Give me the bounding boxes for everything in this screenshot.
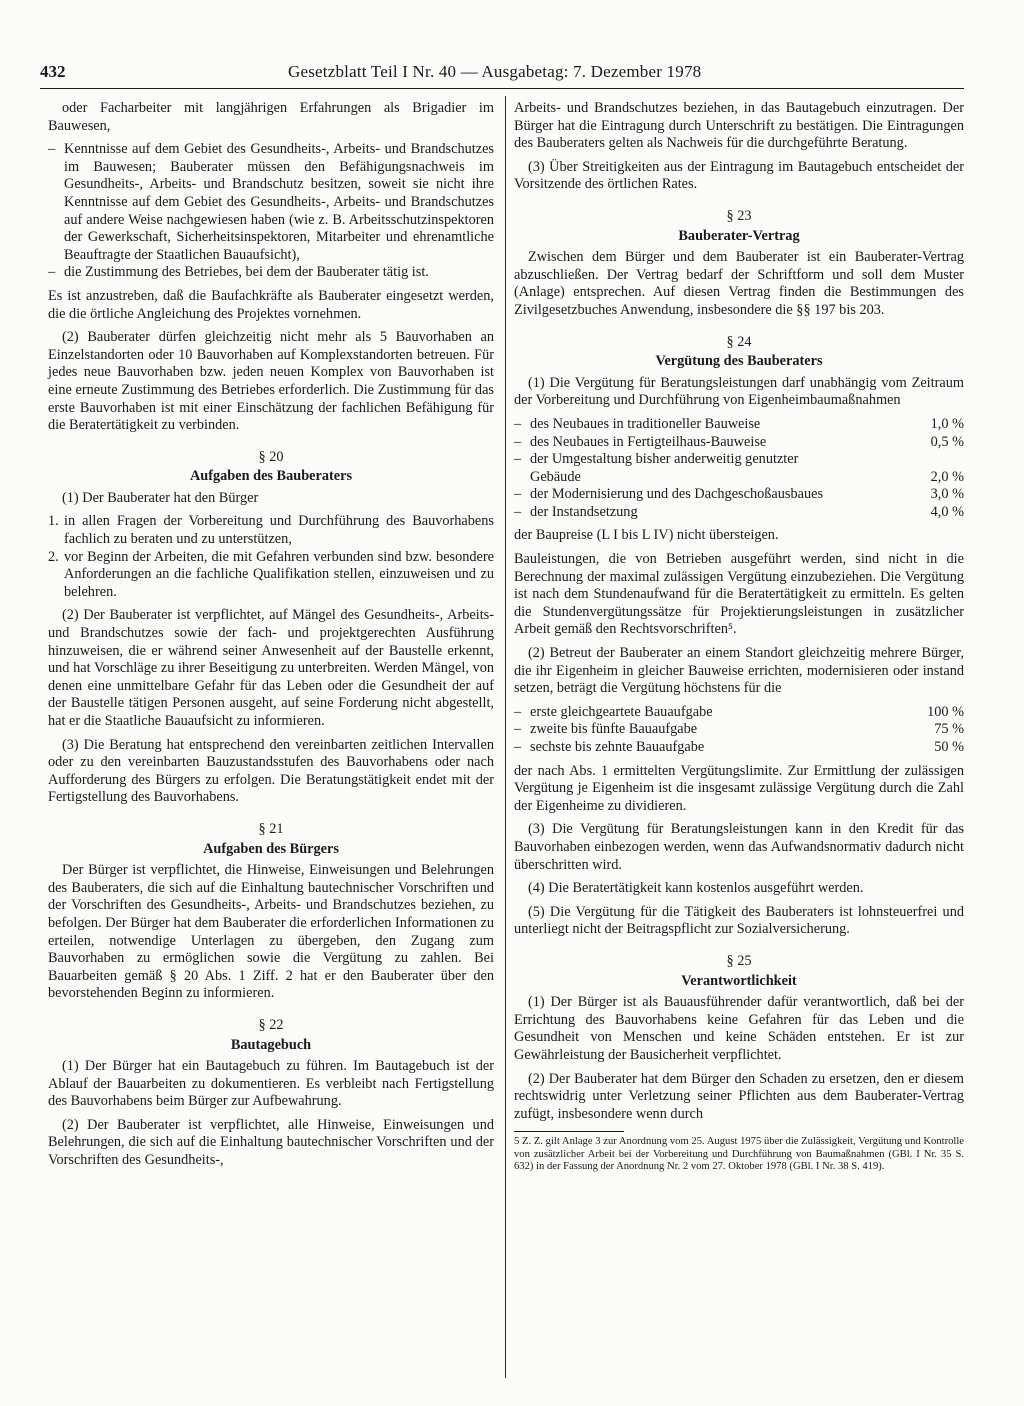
paragraph: (2) Der Bauberater ist verpflichtet, alle Hinweise, Einweisungen und Belehrungen, die sich auf die Einhaltung bautechnischer Vorschriften und der Vorschriften des Gesundheits-, [48, 1116, 494, 1169]
paragraph: (4) Die Beratertätigkeit kann kostenlos ausgeführt werden. [528, 880, 864, 897]
numbered-list [48, 513, 494, 601]
section-title: Aufgaben des Bauberaters [189, 468, 353, 485]
paragraph: Bauleistungen, die von Betrieben ausgeführt werden, sind nicht in die Berechnung der maximal zulässigen Vergütung einzubeziehen. Die Vergütung ist nach dem Stundenaufwand für die Beratertätigkeit zu ermitteln. Es gelten die Stundenvergütungssätze für Projektierungsleistungen in zusätzlicher Arbeit gemäß den Rechtsvorschriften⁵. [514, 551, 964, 638]
section-title: Vergütung des Bauberaters [655, 353, 823, 370]
paragraph: (3) Die Beratung hat entsprechend den vereinbarten zeitlichen Intervallen oder zu den vereinbarten Bauzustandsstufen des Bauvorhabens oder nach Aufforderung des Bürgers zu erfolgen. Die Beratungstätigkeit endet mit der Fertigstellung des Bauvorhabens. [48, 736, 494, 806]
rate-row: – der Umgestaltung bisher anderweitig genutzter Gebäude 2,0 % [514, 451, 964, 485]
list-item: 1. in allen Fragen der Vorbereitung und Durchführung des Bauvorhabens fachlich zu beraten und zu unterstützen, [48, 513, 494, 548]
list-item: – die Zustimmung des Betriebes, bei dem der Bauberater tätig ist. [48, 264, 429, 281]
section-title: Aufgaben des Bürgers [203, 840, 339, 857]
paragraph: Es ist anzustreben, daß die Baufachkräfte als Bauberater eingesetzt werden, die die örtliche Angleichung des Projektes vornehmen. [48, 287, 494, 322]
section-number: § 21 [258, 820, 284, 837]
paragraph: (1) Die Vergütung für Beratungsleistungen darf unabhängig vom Zeitraum der Vorbereitung und Durchführung von Eigenheimbaumaßnahmen [514, 374, 964, 409]
section-number: § 22 [258, 1016, 284, 1033]
section-number: § 20 [258, 448, 284, 465]
paragraph: (2) Bauberater dürfen gleichzeitig nicht mehr als 5 Bauvorhaben an Einzelstandorten oder 10 Bauvorhaben auf Komplexstandorten betreuen. Für jedes neue Bauvorhaben bzw. jeden neuen Komplex von Bauvorhaben ist eine erneute Zustimmung des Betriebes erforderlich. Die Zustimmung für das erste Bauvorhaben ist mit einer Einschätzung der fachlichen Befähigung für die Beratertätigkeit zu verbinden. [48, 329, 494, 434]
dash-marker: – [48, 141, 56, 158]
paragraph: (5) Die Vergütung für die Tätigkeit des Bauberaters ist lohnsteuerfrei und unterliegt nicht der Beitragspflicht zur Sozialversicherung. [514, 903, 964, 938]
paragraph: (2) Der Bauberater hat dem Bürger den Schaden zu ersetzen, den er diesem rechtswidrig unter Verletzung seiner Pflichten aus dem Bauberater-Vertrag zufügt, insbesondere wenn durch [514, 1070, 964, 1122]
paragraph: (2) Der Bauberater ist verpflichtet, auf Mängel des Gesundheits-, Arbeits- und Brandschutzes sowie der fach- und projektgerechten Ausführung hinzuweisen, die er während seiner Anwesenheit auf der Baustelle erkennt, und hat Vorschläge zu ihrer Beseitigung zu unterbreiten. Werden Mängel, von denen eine unmittelbare Gefahr für das Leben oder die Gesundheit der auf der Baustelle tätigen Personen ausgeht, auf seine Forderung nicht abgestellt, hat er die Staatliche Bauaufsicht zu informieren. [48, 607, 494, 729]
paragraph: Zwischen dem Bürger und dem Bauberater ist ein Bauberater-Vertrag abzuschließen. Der Vertrag bedarf der Schriftform und soll dem Muster (Anlage) entsprechen. Auf diesen Vertrag finden die Bestimmungen des Zivilgesetzbuches Anwendung, insbesondere die §§ 197 bis 203. [514, 249, 964, 318]
dash-marker: – [48, 264, 56, 281]
section-title: Verantwortlichkeit [681, 972, 797, 989]
section-title: Bautagebuch [230, 1036, 312, 1053]
paragraph: Der Bürger ist verpflichtet, die Hinweise, Einweisungen und Belehrungen des Bauberaters, die sich auf die Einhaltung bautechnischer Vorschriften und der Vorschriften des Gesundheits-, Arbeits- und Brandschutzes beziehen, zu befolgen. Der Bürger hat dem Bauberater die erforderlichen Informationen zu erteilen, notwendige Unterlagen zu übergeben, den Zugang zum Bauvorhaben zu ermöglichen sowie die Vergütung zu zahlen. Bei Bauarbeiten gemäß § 20 Abs. 1 Ziff. 2 hat er den Bauberater über den bevorstehenden Beginn zu informieren. [48, 862, 494, 1002]
paragraph: (1) Der Bürger hat ein Bautagebuch zu führen. Im Bautagebuch ist der Ablauf der Bauarbeiten zu dokumentieren. Es verbleibt nach Fertigstellung des Bauvorhabens beim Bürger zur Aufbewahrung. [48, 1058, 494, 1110]
paragraph: (1) Der Bauberater hat den Bürger [62, 489, 259, 506]
footnote-rule [514, 1131, 624, 1132]
paragraph: (1) Der Bürger ist als Bauausführender dafür verantwortlich, daß bei der Errichtung des Bauvorhabens keine Gefahren für das Leben und die Gesundheit von Menschen und keine Schäden entstehen. Er ist zur Gewährleistung der Bausicherheit verpflichtet. [514, 994, 964, 1063]
paragraph: der Baupreise (L I bis L IV) nicht übersteigen. [514, 527, 779, 544]
footnote: 5 Z. Z. gilt Anlage 3 zur Anordnung vom 25. August 1975 über die Zulässigkeit, Vergütung und Kontrolle von zusätzlicher Arbeit bei der Vorbereitung und Durchführung von Baumaßnahmen (GBl. I Nr. 35 S. 632) in der Fassung der Anordnung Nr. 2 vom 27. Oktober 1978 (GBl. I Nr. 38 S. 419). [514, 1136, 964, 1173]
requirements-list [48, 141, 494, 282]
section-number: § 23 [726, 207, 752, 224]
task-rate-table [514, 704, 964, 757]
section-number: § 25 [726, 952, 752, 969]
page-number: 432 [40, 62, 66, 81]
rate-row: – des Neubaues in traditioneller Bauweise 1,0 % [514, 415, 964, 432]
running-head: Gesetzblatt Teil I Nr. 40 — Ausgabetag: 7. Dezember 1978 [288, 62, 702, 81]
rate-row: – erste gleichgeartete Bauaufgabe 100 % [514, 703, 964, 720]
continued-text: Arbeits- und Brandschutzes beziehen, in das Bautagebuch einzutragen. Der Bürger hat die Eintragung durch Unterschrift zu bestätigen. Die Eintragungen des Bauberaters gelten als Nachweis für die durchgeführte Beratung. [514, 100, 964, 152]
continued-text: oder Facharbeiter mit langjährigen Erfahrungen als Brigadier im Bauwesen, [48, 100, 494, 134]
paragraph: (3) Über Streitigkeiten aus der Eintragung im Bautagebuch entscheidet der Vorsitzende des örtlichen Rates. [514, 158, 964, 193]
paragraph: (2) Betreut der Bauberater an einem Standort gleichzeitig mehrere Bürger, die ihr Eigenheim in gleicher Bauweise errichten, modernisieren oder instand setzen, beträgt die Vergütung höchstens für die [514, 645, 964, 697]
rate-row: – der Modernisierung und des Dachgeschoßausbaues 3,0 % [514, 486, 964, 503]
section-number: § 24 [726, 333, 752, 350]
list-item: 2. vor Beginn der Arbeiten, die mit Gefahren verbunden sind bzw. besondere Anforderungen an die fachliche Qualifikation stellen, einzuweisen und zu belehren. [48, 548, 494, 600]
rate-row: – der Instandsetzung 4,0 % [514, 503, 964, 520]
paragraph: der nach Abs. 1 ermittelten Vergütungslimite. Zur Ermittlung der zulässigen Vergütung je Eigenheim ist die insgesamt zulässige Vergütung durch die Zahl der Eigenheime zu dividieren. [514, 762, 964, 814]
page-header [40, 62, 964, 89]
list-item: – Kenntnisse auf dem Gebiet des Gesundheits-, Arbeits- und Brandschutzes im Bauwesen; Bauberater müssen den Befähigungsnachweis im Gesundheits-, Arbeits- und Brandschutz besitzen, soweit sie nicht ihre Kenntnisse auf dem Gebiet des Gesundheits-, Arbeits- und Brandschutzes auf andere Weise nachgewiesen haben (wie z. B. Arbeitsschutzinspektoren der Gewerkschaft, Sicherheitsinspektoren, Mitarbeiter und ehrenamtliche Beauftragte der Staatlichen Bauaufsicht), [48, 141, 494, 263]
column-divider [505, 96, 506, 1378]
section-title: Bauberater-Vertrag [678, 227, 800, 244]
right-column [514, 100, 964, 1174]
paragraph: (3) Die Vergütung für Beratungsleistungen kann in den Kredit für das Bauvorhaben einbezogen werden, wenn das Aufwandsnormativ dadurch nicht überschritten wird. [514, 821, 964, 873]
rate-table [514, 416, 964, 522]
rate-row: – sechste bis zehnte Bauaufgabe 50 % [514, 739, 964, 755]
rate-row: – des Neubaues in Fertigteilhaus-Bauweise 0,5 % [514, 433, 964, 450]
rate-row: – zweite bis fünfte Bauaufgabe 75 % [514, 721, 964, 738]
left-column [48, 100, 494, 1176]
